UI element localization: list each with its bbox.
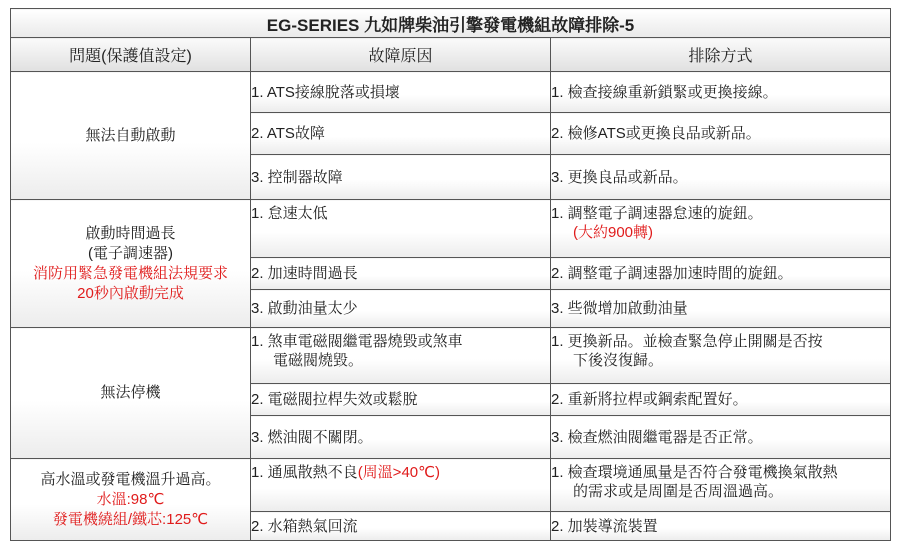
cause-cell [251,512,551,541]
table-row [11,200,891,258]
cause-cell [251,328,551,384]
fix-cell [551,416,891,459]
cause-cell [251,200,551,258]
cause-text: 1. 煞車電磁閥繼電器燒毀或煞車 [251,333,463,350]
cause-text: 3. 燃油閥不關閉。 [251,428,373,446]
fix-text: 1. 更換新品。並檢查緊急停止開關是否按 [551,333,823,350]
ambient-temp-note: (周溫>40℃) [357,464,440,481]
cause-cell [251,416,551,459]
fix-cell [551,459,891,512]
problem-cell [11,72,251,200]
problem-cell [11,459,251,541]
problem-text-sub: (電子調速器) [88,244,173,262]
table-row [11,328,891,384]
regulation-note-time: 20秒內啟動完成 [77,284,184,302]
fix-cell [551,72,891,113]
fix-cell [551,258,891,290]
fix-text: 3. 檢查燃油閥繼電器是否正常。 [551,428,763,446]
fix-text-cont: 的需求或是周圍是否周溫過高。 [573,483,784,500]
cause-cell [251,459,551,512]
fix-text-cont: 下後沒復歸。 [573,352,664,369]
header-cause: 故障原因 [251,38,551,72]
fix-cell [551,113,891,155]
problem-text: 無法自動啟動 [85,126,176,144]
fix-text: 2. 調整電子調速器加速時間的旋鈕。 [551,265,793,282]
header-fix: 排除方式 [551,38,891,72]
fix-text: 2. 加裝導流裝置 [551,517,658,535]
fix-cell [551,384,891,416]
cause-cell [251,72,551,113]
problem-cell [11,200,251,328]
fix-cell [551,200,891,258]
table-title: EG-SERIES 九如牌柴油引擎發電機組故障排除-5 [11,9,891,38]
cause-text: 3. 控制器故障 [251,168,343,186]
cause-cell [251,155,551,200]
cause-text: 2. 加速時間過長 [251,265,358,282]
regulation-note: 消防用緊急發電機組法規要求 [32,264,228,282]
fix-text: 1. 調整電子調速器怠速的旋鈕。 [551,205,763,222]
cause-cell [251,290,551,328]
fix-text: 1. 檢查環境通風量是否符合發電機換氣散熱 [551,464,838,481]
fix-text: 3. 更換良品或新品。 [551,168,688,186]
fix-cell [551,512,891,541]
problem-text: 無法停機 [100,384,161,401]
cause-text: 2. 水箱熱氣回流 [251,517,358,535]
cause-text: 2. ATS故障 [251,125,325,142]
table-row [11,459,891,512]
problem-cell [11,328,251,459]
cause-text: 2. 電磁閥拉桿失效或鬆脫 [251,391,418,408]
fix-cell [551,155,891,200]
cause-text: 3. 啟動油量太少 [251,300,358,317]
winding-temp-limit: 發電機繞組/鐵芯:125℃ [52,510,209,528]
table-row [11,72,891,113]
cause-cell [251,113,551,155]
cause-cell [251,258,551,290]
cause-text: 1. 怠速太低 [251,205,328,222]
fix-cell [551,290,891,328]
cause-text: 1. 通風散熱不良 [251,464,358,481]
fix-text: 2. 檢修ATS或更換良品或新品。 [551,125,761,142]
cause-text: 1. ATS接線脫落或損壞 [251,83,400,101]
water-temp-limit: 水溫:98℃ [96,490,165,508]
fix-note: (大約900轉) [573,224,654,241]
troubleshooting-table [10,8,891,541]
cause-text-cont: 電磁閥燒毀。 [273,352,364,369]
problem-text: 啟動時間過長 [85,224,176,242]
cause-cell [251,384,551,416]
header-problem: 問題(保護值設定) [11,38,251,72]
fix-text: 3. 些微增加啟動油量 [551,300,688,317]
fix-cell [551,328,891,384]
fix-text: 1. 檢查接線重新鎖緊或更換接線。 [551,83,778,101]
problem-text: 高水溫或發電機溫升過高。 [40,470,221,488]
fix-text: 2. 重新將拉桿或鋼索配置好。 [551,391,748,408]
